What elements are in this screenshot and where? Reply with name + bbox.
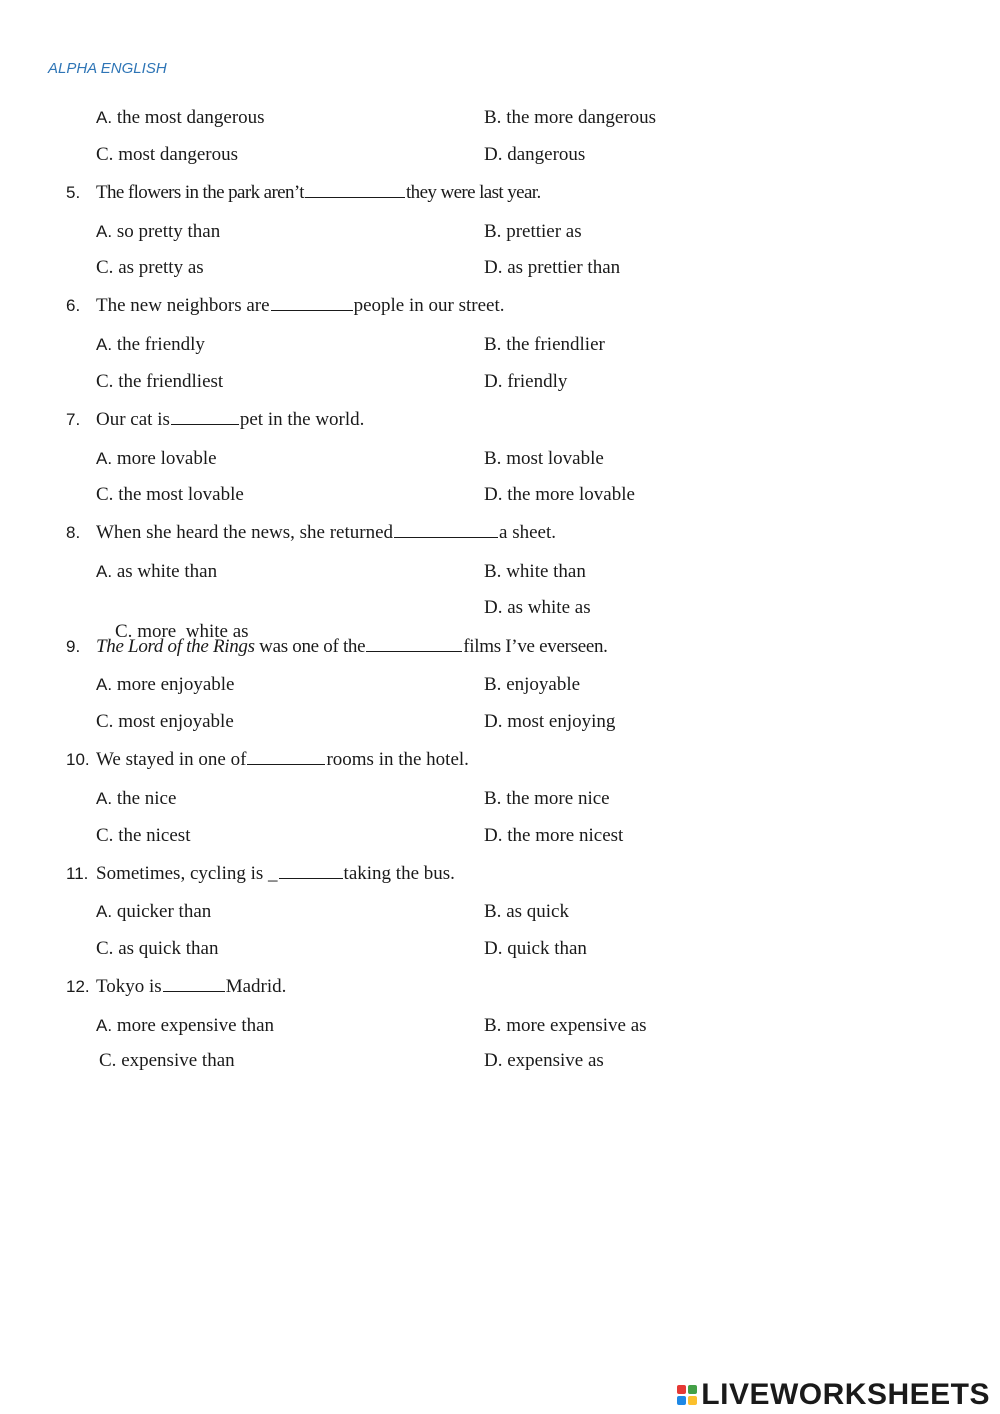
prev-option-c[interactable]: C. most dangerous [96,144,238,165]
option-d[interactable]: D. as prettier than [484,257,621,278]
answer-blank[interactable] [247,748,325,765]
option-d[interactable]: D. the more lovable [484,484,635,505]
option-a[interactable]: A. the friendly [96,334,205,355]
film-title: The Lord of the Rings [96,636,255,657]
option-a[interactable]: A. more enjoyable [96,674,235,695]
answer-blank[interactable] [394,521,498,538]
question-stem: Tokyo is Madrid. [96,976,287,997]
question-number: 9. [66,637,81,656]
prev-option-b[interactable]: B. the more dangerous [484,107,657,128]
option-a[interactable]: A. more lovable [96,448,217,469]
option-d[interactable]: D. expensive as [484,1050,604,1071]
option-b[interactable]: B. the more nice [484,788,610,809]
option-b[interactable]: B. most lovable [484,448,604,469]
question-stem: We stayed in one of rooms in the hotel. [96,749,469,770]
option-a[interactable]: A. so pretty than [96,221,221,242]
question-stem: The Lord of the Rings was one of the films I’ve everseen. [96,636,608,657]
option-b[interactable]: B. the friendlier [484,334,605,355]
answer-blank[interactable] [279,862,343,879]
option-c[interactable]: C. as quick than [96,938,219,959]
answer-blank[interactable] [305,181,405,198]
prev-option-d[interactable]: D. dangerous [484,144,586,165]
option-c[interactable]: C. the friendliest [96,371,224,392]
option-a[interactable]: A. the nice [96,788,177,809]
question-stem: When she heard the news, she returned a sheet. [96,522,557,543]
option-a[interactable]: A. quicker than [96,901,212,922]
answer-blank[interactable] [163,975,225,992]
option-b[interactable]: B. more expensive as [484,1015,647,1036]
option-a[interactable]: A. more expensive than [96,1015,275,1036]
prev-option-a[interactable]: A. the most dangerous [96,107,265,128]
question-number: 7. [66,410,81,429]
option-c[interactable]: C. the most lovable [96,484,244,505]
question-number: 10. [66,750,90,769]
option-c[interactable]: C. more white as [115,621,249,642]
option-b[interactable]: B. enjoyable [484,674,581,695]
option-c[interactable]: C. as pretty as [96,257,204,278]
question-number: 8. [66,523,81,542]
question-stem: Sometimes, cycling is _ taking the bus. [96,863,455,884]
option-d[interactable]: D. most enjoying [484,711,616,732]
option-c[interactable]: C. the nicest [96,825,191,846]
answer-blank[interactable] [271,294,353,311]
question-number: 11. [66,864,89,883]
liveworksheets-logo [677,1378,990,1412]
question-stem: Our cat is pet in the world. [96,409,365,430]
option-b[interactable]: B. white than [484,561,586,582]
answer-blank[interactable] [366,635,462,652]
option-d[interactable]: D. quick than [484,938,587,959]
logo-text: LIVEWORKSHEETS [701,1378,990,1411]
option-a[interactable]: A. as white than [96,561,218,582]
question-stem: The new neighbors are people in our street. [96,295,505,316]
option-d[interactable]: D. friendly [484,371,568,392]
option-b[interactable]: B. as quick [484,901,569,922]
question-number: 6. [66,296,81,315]
option-d[interactable]: D. the more nicest [484,825,624,846]
option-c[interactable]: C. expensive than [99,1050,235,1071]
option-d[interactable]: D. as white as [484,597,591,618]
option-c[interactable]: C. most enjoyable [96,711,234,732]
question-stem: The flowers in the park aren’t they were last year. [96,182,541,203]
question-number: 12. [66,977,90,996]
option-b[interactable]: B. prettier as [484,221,582,242]
question-number: 5. [66,183,81,202]
header-title: ALPHA ENGLISH [48,60,167,77]
answer-blank[interactable] [171,408,239,425]
logo-grid-icon [677,1385,697,1405]
